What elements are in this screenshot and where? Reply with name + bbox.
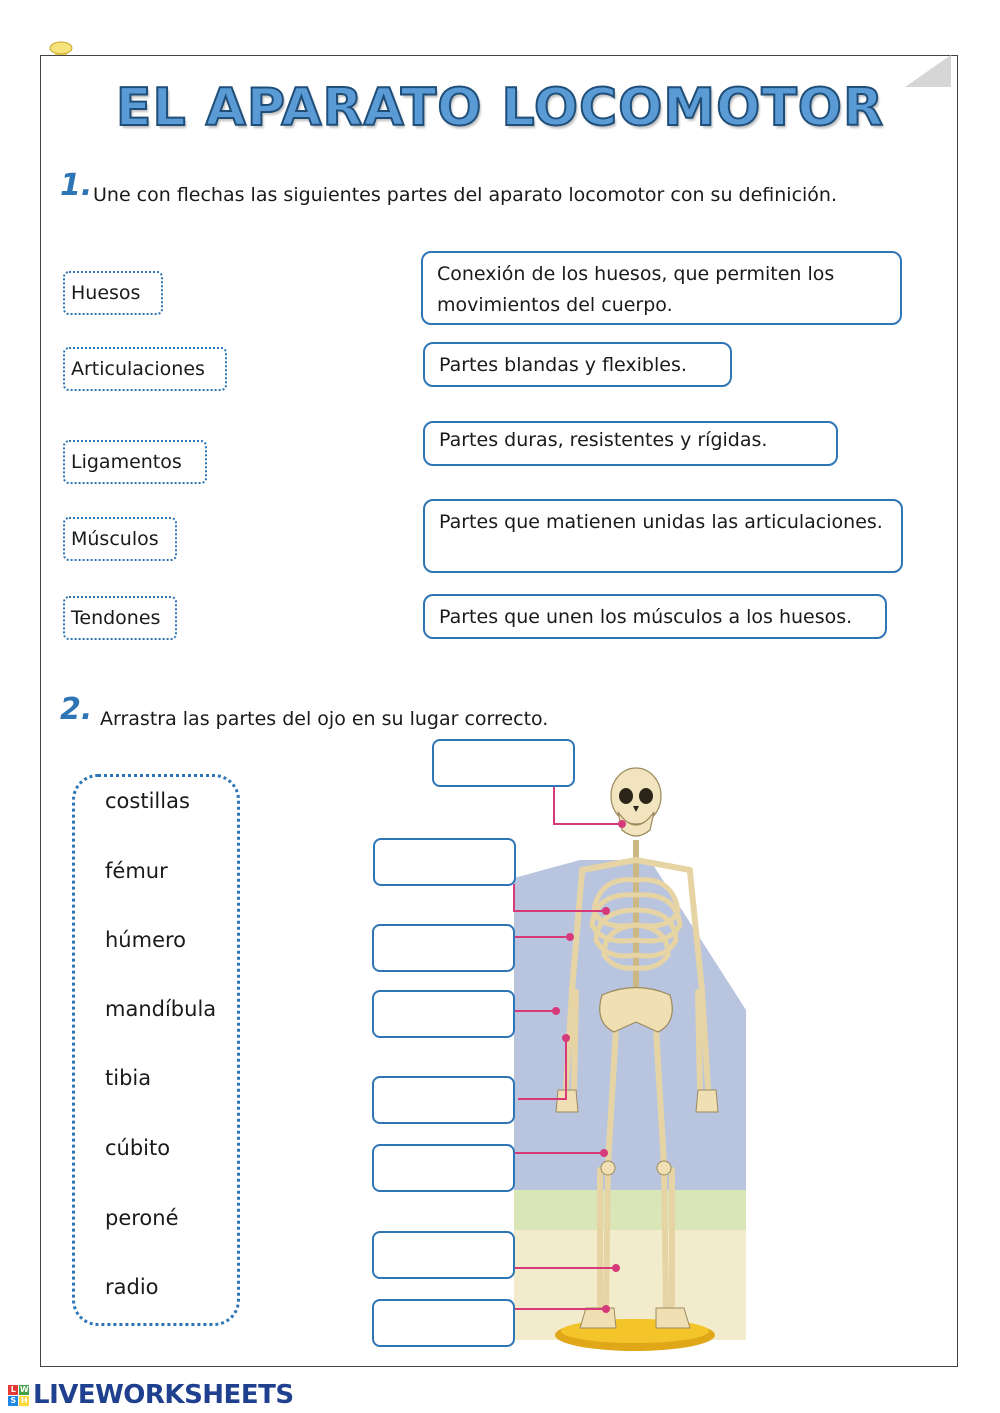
question-1-instruction: Une con flechas las siguientes partes del aparato locomotor con su definición. bbox=[93, 184, 837, 206]
definition-3[interactable]: Partes duras, resistentes y rígidas. bbox=[423, 421, 838, 466]
definition-1[interactable]: Conexión de los huesos, que permiten los movimientos del cuerpo. bbox=[421, 251, 902, 325]
definition-4[interactable]: Partes que matienen unidas las articulaciones. bbox=[423, 499, 903, 573]
drop-box-4[interactable] bbox=[372, 990, 515, 1038]
term-ligamentos[interactable]: Ligamentos bbox=[63, 440, 207, 484]
word-costillas[interactable]: costillas bbox=[105, 789, 190, 813]
liveworksheets-logo-icon: L W S H bbox=[8, 1385, 29, 1406]
word-femur[interactable]: fémur bbox=[105, 859, 168, 883]
drop-box-8[interactable] bbox=[372, 1299, 515, 1347]
drop-box-1[interactable] bbox=[432, 739, 575, 787]
drop-box-6[interactable] bbox=[372, 1144, 515, 1192]
drop-box-7[interactable] bbox=[372, 1231, 515, 1279]
word-humero[interactable]: húmero bbox=[105, 928, 187, 952]
drop-box-2[interactable] bbox=[373, 838, 516, 886]
question-2-number: 2. bbox=[60, 692, 93, 727]
definition-2[interactable]: Partes blandas y flexibles. bbox=[423, 342, 732, 387]
word-tibia[interactable]: tibia bbox=[105, 1066, 152, 1090]
word-radio[interactable]: radio bbox=[105, 1275, 159, 1299]
drop-box-3[interactable] bbox=[372, 924, 515, 972]
word-cubito[interactable]: cúbito bbox=[105, 1136, 171, 1160]
definition-5[interactable]: Partes que unen los músculos a los huesos. bbox=[423, 594, 887, 639]
term-musculos[interactable]: Músculos bbox=[63, 517, 177, 561]
term-tendones[interactable]: Tendones bbox=[63, 596, 177, 640]
word-perone[interactable]: peroné bbox=[105, 1206, 179, 1230]
footer-brand-text: LIVEWORKSHEETS bbox=[33, 1380, 294, 1410]
page-title: EL APARATO LOCOMOTOR bbox=[115, 78, 885, 138]
word-mandibula[interactable]: mandíbula bbox=[105, 997, 217, 1021]
question-2-instruction: Arrastra las partes del ojo en su lugar correcto. bbox=[100, 708, 549, 730]
term-huesos[interactable]: Huesos bbox=[63, 271, 163, 315]
term-articulaciones[interactable]: Articulaciones bbox=[63, 347, 227, 391]
drop-box-5[interactable] bbox=[372, 1076, 515, 1124]
question-1-number: 1. bbox=[60, 168, 93, 203]
footer-brand bbox=[8, 1380, 294, 1410]
